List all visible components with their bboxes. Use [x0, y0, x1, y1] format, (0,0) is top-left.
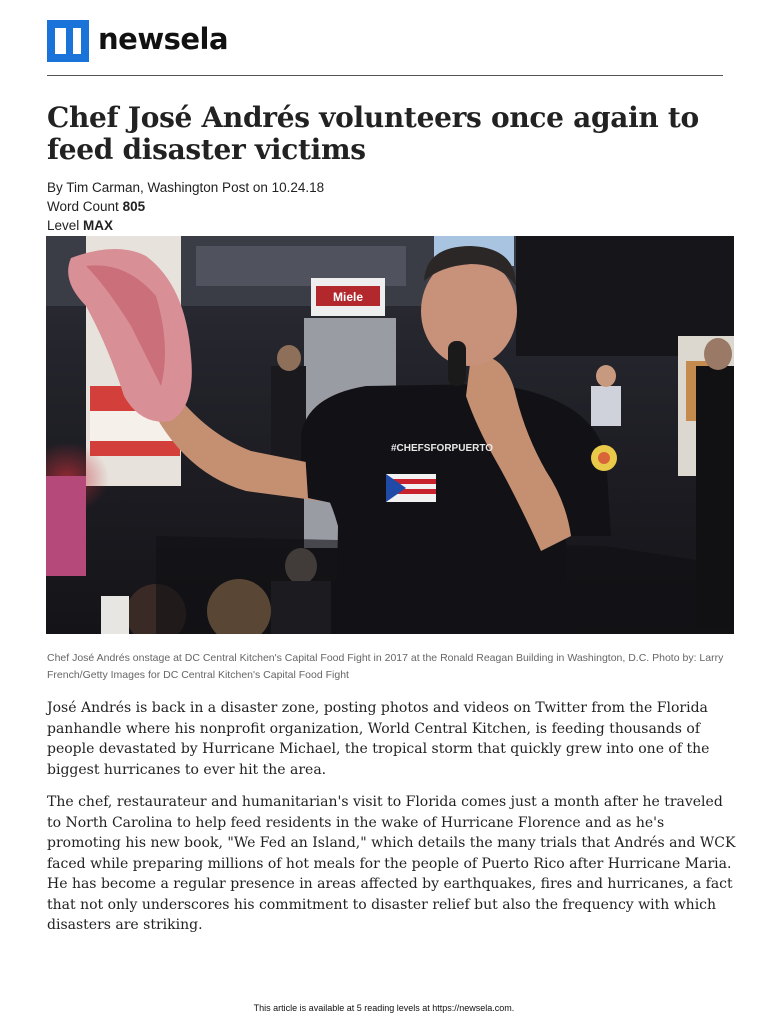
photo-caption: Chef José Andrés onstage at DC Central Kitchen's Capital Food Fight in 2017 at the Ronald Reagan Building in Washington, D.C. Photo by: Larry French/Getty Images for DC Central Kitchen's Capital Food Fight	[47, 652, 724, 681]
brand-name: newsela	[98, 22, 229, 56]
newsela-logo-icon	[47, 20, 89, 62]
reading-level-value: MAX	[83, 218, 114, 233]
byline: By Tim Carman, Washington Post on 10.24.18	[47, 180, 325, 195]
shirt-text: #CHEFSFORPUERTO	[391, 443, 494, 454]
page-header	[47, 20, 723, 76]
article-meta	[47, 178, 324, 235]
page-footer: This article is available at 5 reading levels at https://newsela.com.	[253, 1003, 515, 1013]
article-title: Chef José Andrés volunteers once again to feed disaster victims	[47, 101, 699, 166]
word-count: Word Count 805	[47, 199, 146, 214]
paragraph: José Andrés is back in a disaster zone, posting photos and videos on Twitter from the Florida panhandle where his nonprofit organization, World Central Kitchen, is feeding thousands of people devastated by Hurricane Michael, the tropical storm that quickly grew into one of the biggest hurricanes to ever hit the area.	[47, 700, 710, 778]
article-photo	[46, 236, 734, 634]
sign-text: Miele	[332, 290, 364, 304]
word-count-value: 805	[122, 199, 146, 214]
article-body	[47, 698, 737, 948]
chef-onstage-photo	[46, 236, 734, 634]
reading-level: Level MAX	[47, 218, 114, 233]
paragraph: The chef, restaurateur and humanitarian's visit to Florida comes just a month after he traveled to North Carolina to help feed residents in the wake of Hurricane Florence and as he's promoting his new book, "We Fed an Island," which details the many trials that Andrés and WCK faced while preparing millions of hot meals for the people of Puerto Rico after Hurricane Maria. He has become a regular presence in areas affected by earthquakes, fires and hurricanes, a fact that not only underscores his commitment to disaster relief but also the frequency with which disasters are striking.	[47, 794, 736, 933]
